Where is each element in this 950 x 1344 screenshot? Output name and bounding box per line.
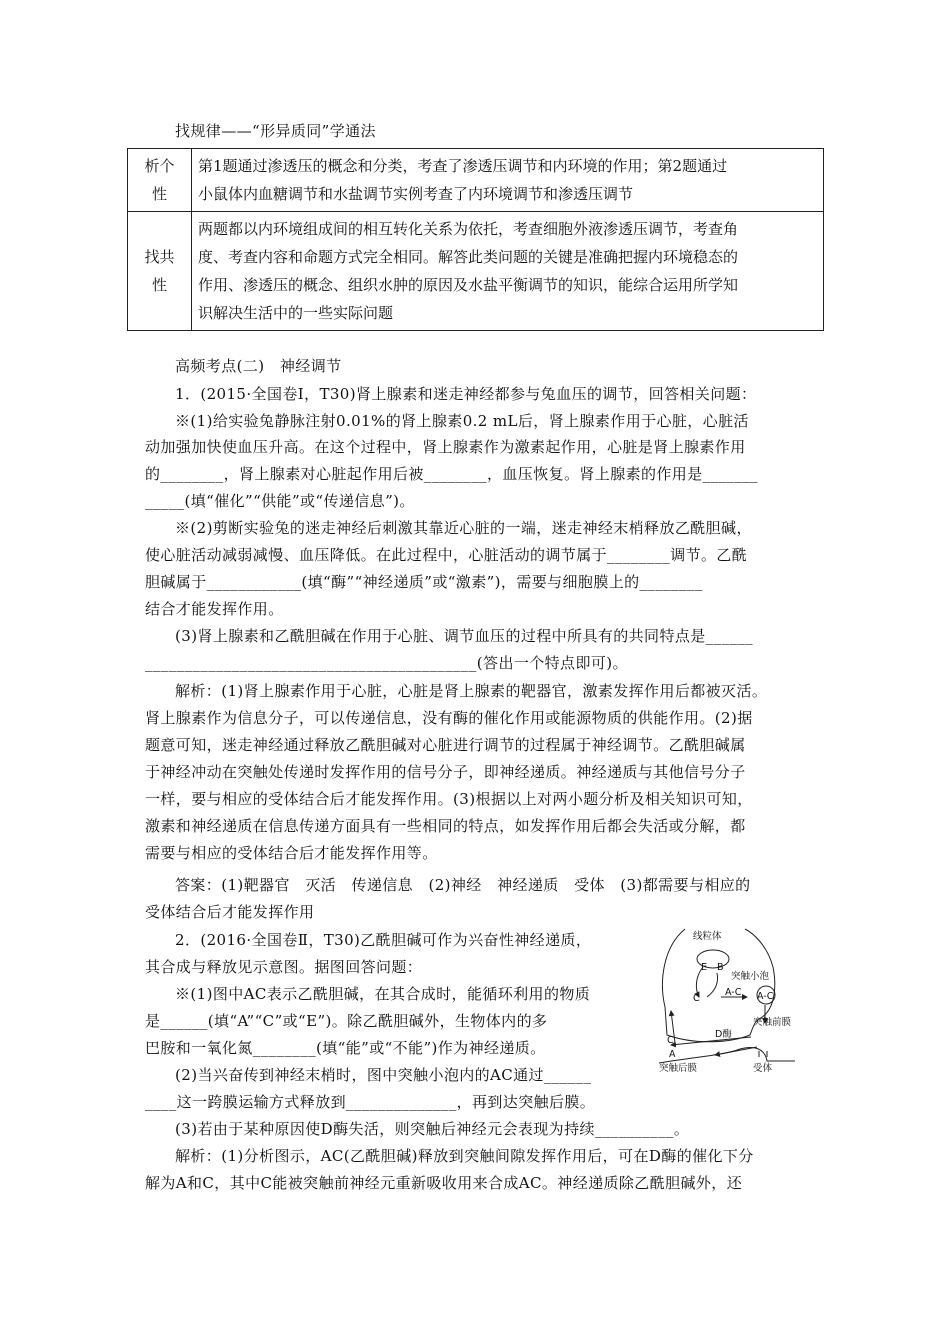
- q1-analysis-line: 一样，要与相应的受体结合后才能发挥作用。(3)根据以上对两小题分析及相关知识可知，: [145, 790, 753, 808]
- q1-analysis-line: 激素和神经递质在信息传递方面具有一些相同的特点，如发挥作用后都会失活或分解，都: [145, 817, 746, 835]
- row-body-commonality: 两题都以内环境组成间的相互转化关系为依托，考查细胞外液渗透压调节，考查角 度、考查内容和命题方式完全相同。解答此类问题的关键是准确把握内环境稳态的 作用、渗透压的概念、组织水肿的原因及水盐平衡调节的知识，能综合运用所学知 识解决生活中的一些实际问题: [192, 212, 824, 331]
- q2-p2-line: ____这一跨膜运输方式释放到______________，再到达突触后膜。: [145, 1093, 596, 1111]
- q1-stem: 1．(2015·全国卷Ⅰ，T30)肾上腺素和迷走神经都参与兔血压的调节，回答相关问题：: [175, 385, 757, 403]
- label-a: A: [669, 1049, 676, 1060]
- label-receptor: 受体: [753, 1063, 773, 1073]
- q2-p1-line: 是______(填“A”“C”或“E”)。除乙酰胆碱外，生物体内的多: [145, 1012, 548, 1030]
- synapse-diagram: [655, 927, 805, 1073]
- q1-analysis-line: 肾上腺素作为信息分子，可以传递信息，没有酶的催化作用或能源物质的供能作用。(2)据: [145, 709, 753, 727]
- label-c-top: C: [693, 993, 700, 1004]
- label-vesicle: 突触小泡: [731, 971, 770, 982]
- q2-p1-line: 巴胺和一氧化氮________(填“能”或“不能”)作为神经递质。: [145, 1039, 546, 1057]
- q1-p3-line: (3)肾上腺素和乙酰胆碱在作用于心脏、调节血压的过程中所具有的共同特点是______: [175, 627, 754, 645]
- q1-p1-line: ※(1)给实验兔静脉注射0.01%的肾上腺素0.2 mL后，肾上腺素作用于心脏，心脏活: [175, 412, 749, 430]
- q1-p2-line: ※(2)剪断实验兔的迷走神经后刺激其靠近心脏的一端，迷走神经末梢释放乙酰胆碱，: [175, 519, 752, 537]
- q2-stem-line: 其合成与释放见示意图。据图回答问题：: [145, 958, 423, 976]
- label-b: B: [717, 962, 724, 973]
- q1-analysis-line: 于神经冲动在突触处传递时发挥作用的信号分子，即神经递质。神经递质与其他信号分子: [145, 763, 746, 781]
- table-row-individuality: [128, 149, 824, 212]
- label-ac-inner: A-C: [725, 987, 742, 998]
- q2-p2-line: (2)当兴奋传到神经末梢时，图中突触小泡内的AC通过______: [175, 1066, 592, 1084]
- arrow-a-out: [715, 1047, 757, 1055]
- q1-p1-line: _____(填“催化”“供能”或“传递信息”)。: [145, 492, 415, 510]
- label-postsynaptic: 突触后膜: [659, 1063, 698, 1073]
- arrow-b-to-c: [707, 973, 718, 997]
- q1-p2-line: 使心脏活动减弱减慢、血压降低。在此过程中，心脏活动的调节属于________调节。乙酰: [145, 546, 748, 564]
- row-body-individuality: 第1题通过渗透压的概念和分类，考查了渗透压调节和内环境的作用；第2题通过 小鼠体内血糖调节和水盐调节实例考查了内环境调节和渗透压调节: [192, 149, 824, 212]
- label-presynaptic: 突触前膜: [753, 1017, 792, 1028]
- q1-answer-line: 受体结合后才能发挥作用: [145, 903, 315, 921]
- section-title: 高频考点(二) 神经调节: [175, 357, 342, 375]
- q2-p3-line: (3)若由于某种原因使D酶失活，则突触后神经元会表现为持续__________。: [175, 1120, 690, 1138]
- label-c-bottom: C: [667, 1035, 674, 1046]
- rule-heading: 找规律——“形异质同”学通法: [175, 122, 376, 140]
- q1-p3-line: __________________________________________(答出一个特点即可)。: [145, 654, 628, 672]
- q1-analysis-line: 题意可知，迷走神经通过释放乙酰胆碱对心脏进行调节的过程属于神经调节。乙酰胆碱属: [145, 736, 746, 754]
- label-mitochondria: 线粒体: [693, 931, 722, 942]
- arrow-c-reuptake: [671, 1037, 751, 1045]
- q1-p2-line: 胆碱属于____________(填“酶”“神经递质”或“激素”)，需要与细胞膜上的________: [145, 573, 703, 591]
- q1-p1-line: 动加强加快使血压升高。在这个过程中，肾上腺素作为激素起作用，心脏是肾上腺素作用: [145, 438, 746, 456]
- comparison-table: [127, 148, 824, 331]
- label-enzyme: D酶: [715, 1029, 732, 1040]
- q2-analysis-line: 解为A和C，其中C能被突触前神经元重新吸收用来合成AC。神经递质除乙酰胆碱外，还: [145, 1174, 743, 1192]
- row-header-individuality: 析个 性: [128, 149, 192, 212]
- q1-analysis-line: 需要与相应的受体结合后才能发挥作用等。: [145, 844, 438, 862]
- q2-p1-line: ※(1)图中AC表示乙酰胆碱，在其合成时，能循环利用的物质: [175, 985, 591, 1003]
- row-header-commonality: 找共 性: [128, 212, 192, 331]
- q2-analysis-line: 解析：(1)分析图示，AC(乙酰胆碱)释放到突触间隙发挥作用后，可在D酶的催化下分: [175, 1147, 754, 1165]
- q1-analysis-line: 解析：(1)肾上腺素作用于心脏，心脏是肾上腺素的靶器官，激素发挥作用后都被灭活。: [175, 682, 768, 700]
- label-ac-vesicle: A-C: [757, 991, 774, 1002]
- table-row-commonality: [128, 212, 824, 331]
- q1-p2-line: 结合才能发挥作用。: [145, 600, 284, 618]
- q1-answer-line: 答案：(1)靶器官 灭活 传递信息 (2)神经 神经递质 受体 (3)都需要与相应的: [175, 876, 751, 894]
- label-e: E: [701, 962, 708, 973]
- postsynaptic-membrane: [659, 1048, 795, 1064]
- q2-stem-line: 2．(2016·全国卷Ⅱ，T30)乙酰胆碱可作为兴奋性神经递质，: [175, 931, 592, 949]
- q1-p1-line: 的________，肾上腺素对心脏起作用后被________，血压恢复。肾上腺素的作用是_______: [145, 465, 758, 483]
